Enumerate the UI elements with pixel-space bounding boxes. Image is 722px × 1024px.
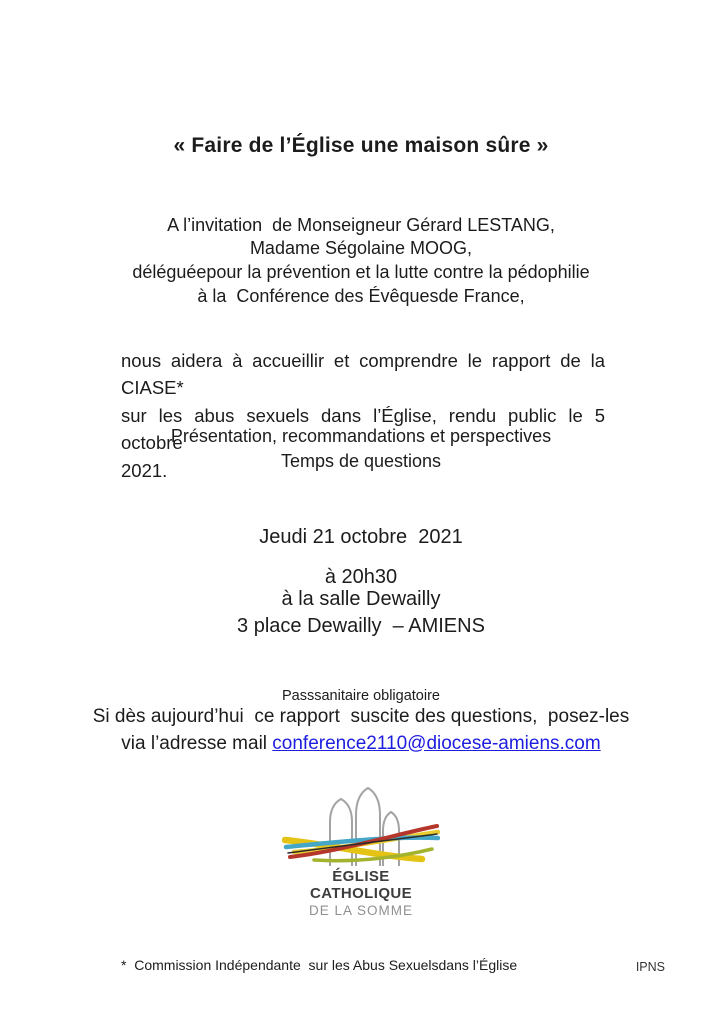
footnote-ciase: * Commission Indépendante sur les Abus Sexuelsdans l’Église [121,957,518,973]
logo-arches-icon [282,786,440,866]
event-time: à 20h30 [324,566,398,588]
logo-subtitle: DE LA SOMME [308,903,414,918]
health-pass-notice: Passsanitaire obligatoire [282,687,440,704]
diocese-logo [282,786,440,918]
program-block [0,424,722,473]
venue-name: à la salle Dewailly [281,588,441,610]
contact-email-line [0,731,722,758]
body-line-3: 2021. [121,459,168,481]
program-line-1: Présentation, recommandations et perspectives [170,426,552,446]
venue-address: 3 place Dewailly – AMIENS [237,615,485,637]
body-line-2: sur les abus sexuels dans l’Église, rendu public le 5 octobre [121,404,605,453]
logo-wordmark: ÉGLISE CATHOLIQUE [309,868,413,902]
venue-block [0,586,722,640]
page-title: « Faire de l’Église une maison sûre » [173,134,549,158]
speaker-role: déléguéepour la prévention et la lutte contre la pédophilie [132,262,590,282]
invitation-line: A l’invitation de Monseigneur Gérard LESTANG, [167,215,555,235]
arch-left [330,799,352,866]
speaker-block [0,236,722,308]
contact-email-prefix: via l’adresse mail [121,732,273,754]
body-line-1: nous aidera à accueillir et comprendre le rapport de la CIASE* [121,349,605,398]
event-date: Jeudi 21 octobre 2021 [259,526,463,548]
speaker-name: Madame Ségolaine MOOG, [249,238,473,258]
contact-question-line: Si dès aujourd’hui ce rapport suscite des questions, posez-les [92,706,630,727]
program-line-2: Temps de questions [280,450,442,471]
contact-block [0,704,722,757]
print-mark-ipns: IPNS [635,959,665,974]
speaker-organisation: à la Conférence des Évêquesde France, [197,286,525,306]
email-link[interactable]: conference2110@diocese-amiens.com [272,732,601,754]
